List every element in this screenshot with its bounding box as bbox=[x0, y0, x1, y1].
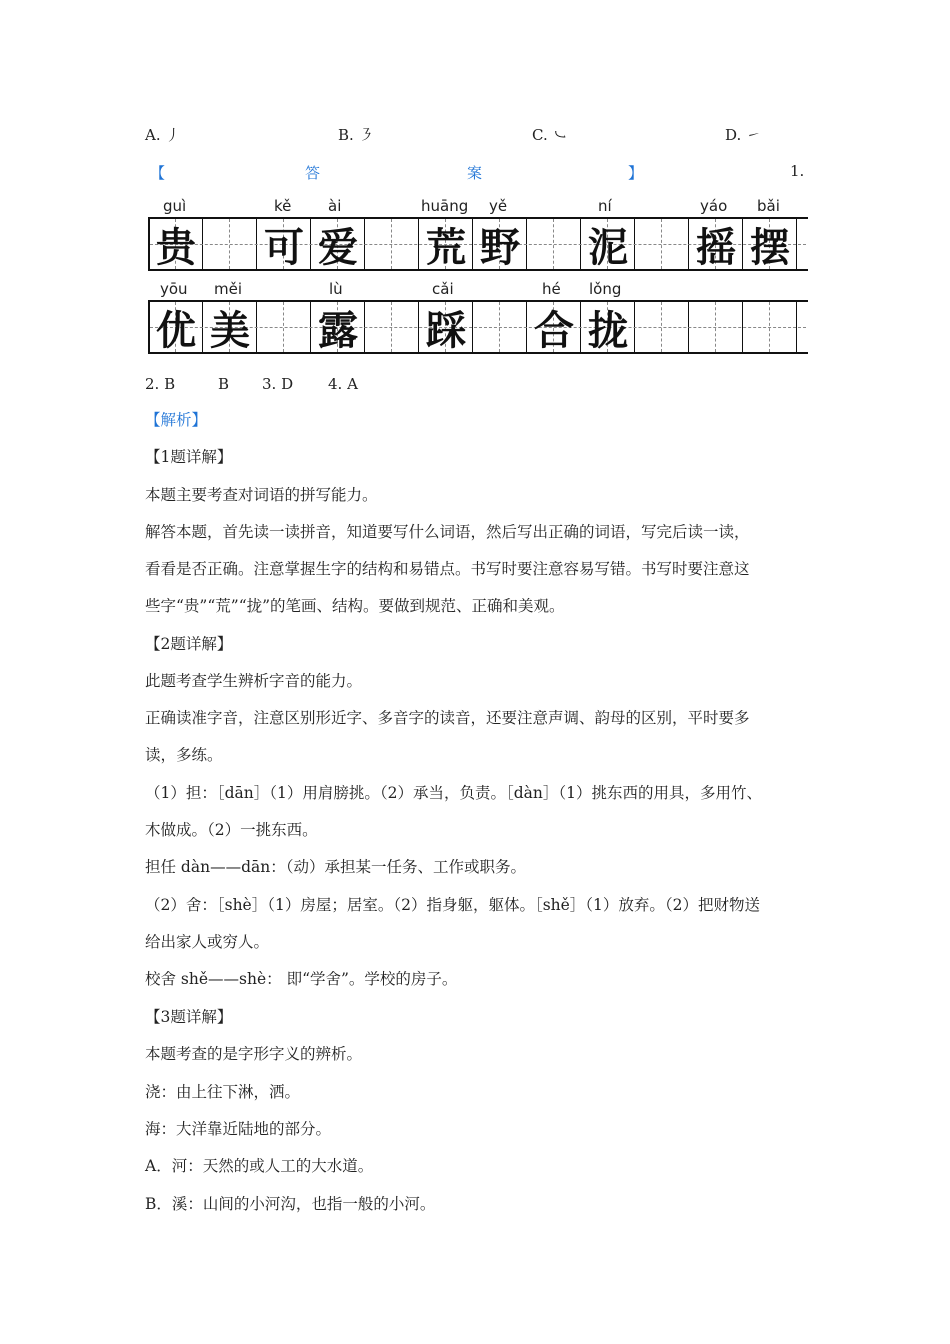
pinyin-huang: huāng bbox=[421, 197, 469, 215]
answer-3: 3. D bbox=[262, 375, 294, 393]
option-b: B. ㇋ bbox=[338, 126, 374, 144]
q3-para-2: 浇：由上往下淋，洒。 bbox=[145, 1083, 301, 1101]
q1-para-2c: 些字“贵”“荒”“拢”的笔画、结构。要做到规范、正确和美观。 bbox=[145, 597, 565, 615]
option-d: D. ㇀ bbox=[725, 126, 762, 144]
grid-char-long: 拢 bbox=[588, 306, 628, 354]
q1-para-1: 本题主要考查对词语的拼写能力。 bbox=[145, 486, 378, 504]
grid-char-he: 合 bbox=[534, 306, 574, 354]
answer-label-da: 答 bbox=[305, 164, 321, 182]
pinyin-ni: ní bbox=[598, 197, 612, 215]
q3-para-4: A．河：天然的或人工的大水道。 bbox=[145, 1157, 374, 1175]
pinyin-mei: měi bbox=[214, 280, 243, 298]
grid-char-mei: 美 bbox=[210, 306, 250, 354]
pinyin-lu: lù bbox=[329, 280, 343, 298]
pinyin-bai: bǎi bbox=[757, 197, 780, 215]
grid-char-lu: 露 bbox=[318, 306, 358, 354]
grid-char-huang: 荒 bbox=[426, 223, 466, 271]
q1-para-2a: 解答本题，首先读一读拼音，知道要写什么词语，然后写出正确的词语，写完后读一读， bbox=[145, 523, 750, 541]
pinyin-ai: ài bbox=[328, 197, 342, 215]
q2-para-6: 校舍 shě——shè： 即“学舍”。学校的房子。 bbox=[145, 970, 458, 988]
q1-title: 【1题详解】 bbox=[145, 448, 233, 466]
grid-char-ai: 爱 bbox=[318, 223, 358, 271]
answer-bracket-open: 【 bbox=[150, 164, 166, 182]
q2-title: 【2题详解】 bbox=[145, 635, 233, 653]
grid-char-you: 优 bbox=[156, 306, 196, 354]
q3-title: 【3题详解】 bbox=[145, 1008, 233, 1026]
grid-char-ke: 可 bbox=[264, 223, 304, 271]
q2-para-5b: 给出家人或穷人。 bbox=[145, 933, 270, 951]
q3-para-3: 海：大洋靠近陆地的部分。 bbox=[145, 1120, 332, 1138]
grid-char-ye: 野 bbox=[480, 223, 520, 271]
grid-char-gui: 贵 bbox=[156, 223, 196, 271]
q2-para-4: 担任 dàn——dān：（动）承担某一任务、工作或职务。 bbox=[145, 858, 526, 876]
q2-para-2a: 正确读准字音，注意区别形近字、多音字的读音，还要注意声调、韵母的区别，平时要多 bbox=[145, 709, 750, 727]
answer-2b: B bbox=[218, 375, 230, 393]
q1-para-2b: 看看是否正确。注意掌握生字的结构和易错点。书写时要注意容易写错。书写时要注意这 bbox=[145, 560, 750, 578]
grid-char-cai: 踩 bbox=[426, 306, 466, 354]
option-c: C. ㇃ bbox=[532, 126, 568, 144]
q2-para-2b: 读，多练。 bbox=[145, 746, 223, 764]
pinyin-long: lǒng bbox=[589, 280, 622, 298]
q2-para-1: 此题考查学生辨析字音的能力。 bbox=[145, 672, 363, 690]
q3-para-1: 本题考查的是字形字义的辨析。 bbox=[145, 1045, 363, 1063]
pinyin-yao: yáo bbox=[700, 197, 728, 215]
pinyin-gui: guì bbox=[163, 197, 187, 215]
pinyin-he: hé bbox=[542, 280, 561, 298]
pinyin-ke: kě bbox=[274, 197, 292, 215]
answer-4: 4. A bbox=[328, 375, 358, 393]
analysis-heading: 【解析】 bbox=[145, 411, 208, 429]
q2-para-3a: （1）担：［dān］（1）用肩膀挑。（2）承当，负责。［dàn］（1）挑东西的用具，多用竹、 bbox=[145, 784, 762, 802]
answer-bracket-close: 】 bbox=[628, 164, 644, 182]
answer-number-1: 1. bbox=[790, 162, 805, 180]
pinyin-you: yōu bbox=[160, 280, 188, 298]
pinyin-cai: cǎi bbox=[432, 280, 454, 298]
option-a: A. 丿 bbox=[145, 126, 181, 144]
answer-2: 2. B bbox=[145, 375, 176, 393]
pinyin-ye: yě bbox=[489, 197, 508, 215]
answer-label-an: 案 bbox=[467, 164, 483, 182]
q2-para-3b: 木做成。（2）一挑东西。 bbox=[145, 821, 318, 839]
q2-para-5a: （2）舍：［shè］（1）房屋；居室。（2）指身躯，躯体。［shě］（1）放弃。（2）把财物送 bbox=[145, 896, 761, 914]
grid-char-yao: 摇 bbox=[696, 223, 736, 271]
grid-char-ni: 泥 bbox=[588, 223, 628, 271]
grid-char-bai: 摆 bbox=[750, 223, 790, 271]
q3-para-5: B．溪：山间的小河沟，也指一般的小河。 bbox=[145, 1195, 436, 1213]
